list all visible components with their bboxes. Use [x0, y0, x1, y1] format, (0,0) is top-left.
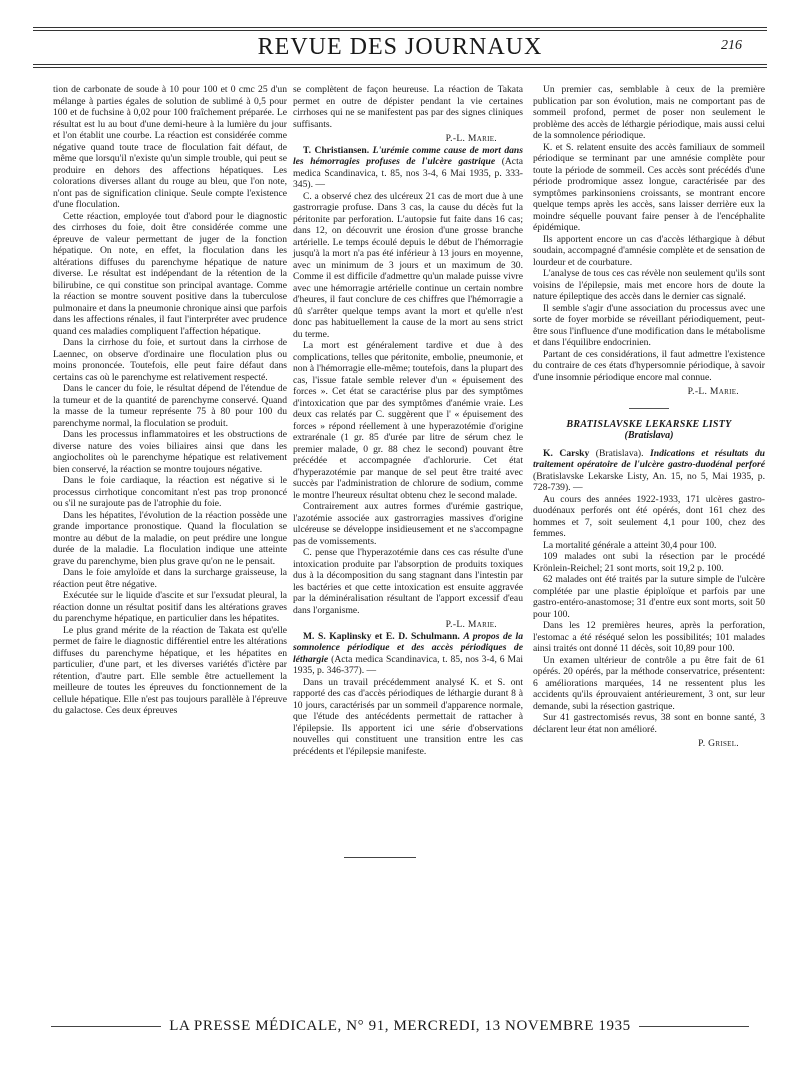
header-rule-top-inner — [33, 30, 767, 31]
paragraph: se complètent de façon heureuse. La réaction de Takata permet en outre de dépister pendant la vie certaines cirrhoses qui ne se manifestent pas par des signes cliniques suffisants. — [293, 84, 523, 130]
paragraph: Dans le foie amyloïde et dans la surcharge graisseuse, la réaction peut être négative. — [53, 567, 287, 590]
paragraph: Sur 41 gastrectomisés revus, 38 sont en bonne santé, 3 déclarent leur état non amélioré. — [533, 712, 765, 735]
paragraph: La mortalité générale a atteint 30,4 pour 100. — [543, 539, 717, 551]
paragraph: Dans le foie cardiaque, la réaction est négative si le processus cirrhotique concomitant n'est pas trop prononcé ou s'il ne surajoute pas de l'atrophie du foie. — [53, 475, 287, 509]
paragraph: Contrairement aux autres formes d'urémie gastrique, l'azotémie associée aux gastrorragies massives d'origine ulcéreuse se développe insidieusement et ne s'accompagne pas de vomissements. — [293, 501, 523, 547]
article-author: T. Christiansen. — [303, 144, 370, 156]
article-reference: (Acta medica Scandinavica, t. 85, nos 3-4, 6 Mai 1935, p. 346-377). — — [293, 653, 523, 676]
paragraph: tion de carbonate de soude à 10 pour 100 et 0 cmc 25 d'un mélange à parties égales de solution de sublimé à 0,5 pour 100 et de fuchsine à 0,02 pour 100 fraîchement préparée. Le résultat est lu au bout d'une demi-heure à la lumière du jour et l'on établit une courbe. La réaction est considérée comme négative quand toute trace de floculation fait défaut, de même que lorsqu'il n'existe qu'un simple trouble, qui peut se produire en dehors des affections hépatiques. Les colorations diverses allant du rouge au bleu, que l'on note, n'ont pas de signification clinique. Seule compte l'existence d'une floculation. — [53, 84, 287, 210]
signature: P. Grisel. — [698, 738, 739, 749]
column-3 — [533, 84, 765, 750]
section-title: BRATISLAVSKE LEKARSKE LISTY — [566, 418, 732, 430]
paragraph: Dans la cirrhose du foie, et surtout dans la cirrhose de Laennec, on observe d'ordinaire une floculation plus ou moins prononcée. Toutefois, elle peut faire défaut dans certains cas où le parenchyme est relativement respecté. — [53, 337, 287, 383]
header-rule-bottom-inner — [33, 67, 767, 68]
paragraph: Dans les hépatites, l'évolution de la réaction possède une grande importance pronostique. Quand la floculation se montre au début de la maladie, on peut prédire une longue durée de la maladie. La floculation indique une atteinte grave du parenchyme, bien plus grave qu'on ne le pensait. — [53, 509, 287, 567]
footer — [0, 1018, 800, 1035]
paragraph: Dans un travail précédemment analysé K. et S. ont rapporté des cas d'accès périodiques de léthargie durant 8 à 10 jours, caractérisés par un sommeil d'apparence normale, que l'étude des antécédents permettait de rattacher à l'épilepsie. Ils apportent ici une série d'observations nouvelles qui constituent une transition entre les cas précédents et l'épilepsie manifeste. — [293, 676, 523, 757]
article-heading — [293, 145, 523, 191]
header-rule-top — [33, 27, 767, 28]
column-2 — [293, 84, 523, 757]
column-1 — [53, 84, 287, 717]
paragraph: K. et S. relatent ensuite des accès familiaux de sommeil périodique se terminant par une amnésie complète pour toute la période de sommeil. Ces accès sont précédés d'une période prodromique assez longue, caractérisée par des symptômes parkinsoniens croissants, se montrant encore quelque temps après les accès, sans laisser derrière eux la moindre séquelle pouvant faire penser à de l'encéphalite épidémique. — [533, 141, 765, 233]
end-rule — [344, 857, 416, 858]
paragraph: Exécutée sur le liquide d'ascite et sur l'exsudat pleural, la réaction donne un résultat positif dans les altérations graves du parenchyme hépatique, en particulier dans les hépatites. — [53, 590, 287, 624]
paragraph: Un premier cas, semblable à ceux de la première publication par son évolution, mais ne comportant pas de sommeil profond, permet de poser non seulement le problème des accès de léthargie périodique, mais aussi celui de la somnolence périodique. — [533, 84, 765, 141]
section-place: (Bratislava) — [624, 430, 674, 441]
header-rule-bottom — [33, 64, 767, 65]
article-reference: (Acta medica Scandinavica, t. 85, nos 3-4, 6 Mai 1935, p. 333-345). — — [293, 156, 523, 190]
paragraph: C. a observé chez des ulcéreux 21 cas de mort due à une gastrorragie profuse. Dans 3 cas, la cause du décès fut la péritonite par perforation. L'autopsie fut faite dans 16 cas; dans 12, on découvrit une érosion d'une grosse branche artérielle. Le temps écoulé depuis le début de l'hémorragie jusqu'à la mort n'a pas été inférieur à 13 jours en moyenne, avec un minimum de 3 jours et un maximum de 30. Comme il est difficile d'admettre qu'un malade puisse vivre avec une hémorragie artérielle continue un certain nombre d'heures, il faut conclure de ces chiffres que l'hémorragie a dû s'arrêter quelque temps avant la mort et qu'elle n'est donc pas habituellement la cause de la mort au sens strict du terme. — [293, 190, 523, 340]
paragraph: Dans les processus inflammatoires et les obstructions de diverse nature des voies biliaires ainsi que dans les angiocholites où le parenchyme hépatique est relativement bien conservé, la réaction se montre toujours négative. — [53, 429, 287, 475]
article-reference: (Bratislavske Lekarske Listy, An. 15, no 5, Mai 1935, p. 728-739). — — [533, 470, 765, 493]
article-heading — [293, 631, 523, 677]
paragraph: 62 malades ont été traités par la suture simple de l'ulcère complétée par une plastie épiploïque et parfois par une gastro-entéro-anastomose; 31 d'entre eux sont morts, soit 50 pour 100. — [533, 574, 765, 620]
article-city: (Bratislava). — [595, 447, 644, 459]
paragraph: Cette réaction, employée tout d'abord pour le diagnostic des cirrhoses du foie, doit être considérée comme une épreuve de valeur permettant de juger de la fonction hépatique. On note, en effet, la floculation dans les altérations diffuses du parenchyme hépatique de nature diverse. Le résultat est indépendant de la rétention de la bilirubine, ce qui constitue son principal avantage. Comme la réaction se montre souvent positive dans la tuberculose pulmonaire et dans la pneumonie chronique ainsi que parfois dans les affections rénales, il faut l'interpréter avec prudence quand ces maladies compliquent l'affection hépatique. — [53, 210, 287, 337]
paragraph: Il semble s'agir d'une association du processus avec une sorte de foyer morbide se réveillant périodiquement, peut-être sous l'influence d'une modification dans le métabolisme et dans l'équilibre endocrinien. — [533, 302, 765, 348]
journal-section-title: REVUE DES JOURNAUX — [257, 34, 543, 60]
signature: P.-L. Marie. — [445, 619, 497, 630]
separator — [629, 408, 669, 409]
paragraph: Dans le cancer du foie, le résultat dépend de l'étendue de la tumeur et de la quantité de parenchyme conservé. Quand la masse de la tumeur représente 75 à 80 pour 100 du parenchyme normal, la floculation se produit. — [53, 383, 287, 429]
article-title: L'urémie comme cause de mort dans les hémorragies profuses de l'ulcère gastrique — [293, 144, 523, 167]
paragraph: Le plus grand mérite de la réaction de Takata est qu'elle permet de faire le diagnostic différentiel entre les altérations diffuses du parenchyme hépatique, et les hépatites en particulier, d'une part, et les diverses variétés d'ictère par rétention, d'autre part. Elle semble être actuellement la meilleure de toutes les épreuves du fonctionnement de la cellule hépatique. Elle n'est pas toujours parallèle à l'épreuve du galactose. Ces deux épreuves — [53, 624, 287, 716]
footer-rule-left — [51, 1026, 161, 1027]
article-title: A propos de la somnolence périodique et des accès périodiques de léthargie — [293, 630, 523, 665]
footer-rule-right — [639, 1026, 749, 1027]
page-number: 216 — [721, 38, 742, 53]
paragraph: C. pense que l'hyperazotémie dans ces cas résulte d'une intoxication produite par l'absorption de produits toxiques dus à la décomposition du sang stagnant dans l'intestin par les bactéries et que cette intoxication est ensuite aggravée par la déminéralisation résultant de l'apport excessif d'eau dans l'organisme. — [293, 547, 523, 616]
article-title: Indications et résultats du traitement opératoire de l'ulcère gastro-duodénal perforé — [533, 447, 766, 470]
paragraph: Partant de ces considérations, il faut admettre l'existence du contraire de ces états d'hypersomnie périodique, à savoir d'une insomnie périodique encore mal connue. — [533, 348, 765, 383]
paragraph: L'analyse de tous ces cas révèle non seulement qu'ils sont voisins de l'épilepsie, mais met encore hors de doute la nature épileptique des accès dans le dernier cas signalé. — [533, 268, 765, 302]
article-heading — [533, 448, 765, 494]
paragraph: 109 malades ont subi la résection par le procédé Krönlein-Reichel; 21 sont morts, soit 19,2 p. 100. — [533, 551, 765, 574]
article-author: K. Carsky — [543, 447, 590, 459]
footer-text: LA PRESSE MÉDICALE, N° 91, MERCREDI, 13 NOVEMBRE 1935 — [169, 1018, 631, 1034]
paragraph: Ils apportent encore un cas d'accès léthargique à début soudain, accompagné d'amnésie complète et de sensation de lourdeur et de courbature. — [533, 233, 765, 268]
paragraph: Au cours des années 1922-1933, 171 ulcères gastro-duodénaux perforés ont été opérés, dont 161 chez des hommes et 7, soit seulement 4,1 pour 100, chez des femmes. — [533, 493, 765, 539]
paragraph: Un examen ultérieur de contrôle a pu être fait de 61 opérés. 20 opérés, par la méthode conservatrice, présentent: 6 améliorations marquées, 14 ne ressentent plus les accidents qu'ils éprouvaient antérieurement, 3 ont, sur leur demande, subi la résection gastrique. — [533, 654, 765, 712]
article-author: M. S. Kaplinsky et E. D. Schulmann. — [303, 630, 460, 642]
signature: P.-L. Marie. — [445, 133, 497, 144]
signature: P.-L. Marie. — [687, 386, 739, 397]
paragraph: Dans les 12 premières heures, après la perforation, l'estomac a été réséqué selon les possibilités; 101 malades ainsi traités ont donné 11 décès, soit 10,89 pour 100. — [533, 620, 765, 654]
paragraph: La mort est généralement tardive et due à des complications, telles que péritonite, embolie, pneumonie, et non à l'hémorragie elle-même; toutefois, dans la plupart des cas, l'issue fatale semble relever d'un « épuisement des forces ». Cet état se caractérise plus par des symptômes d'intoxication que par des symptômes d'anémie vraie. Les deux cas relatés par C. suggèrent que l' « épuisement des forces » répond réellement à une hyperazotémie d'origine extrarénale (1 gr. 85 d'urée par litre de sérum chez le premier malade, 0 gr. 88 chez le second) pouvant être précédée et accompagnée d'achlorurie. Cet état d'hyperazotémie par manque de sel peut être traité avec succès par l'administration de chlorure de sodium, comme le montre l'heureux résultat obtenu chez le second malade. — [293, 340, 523, 501]
